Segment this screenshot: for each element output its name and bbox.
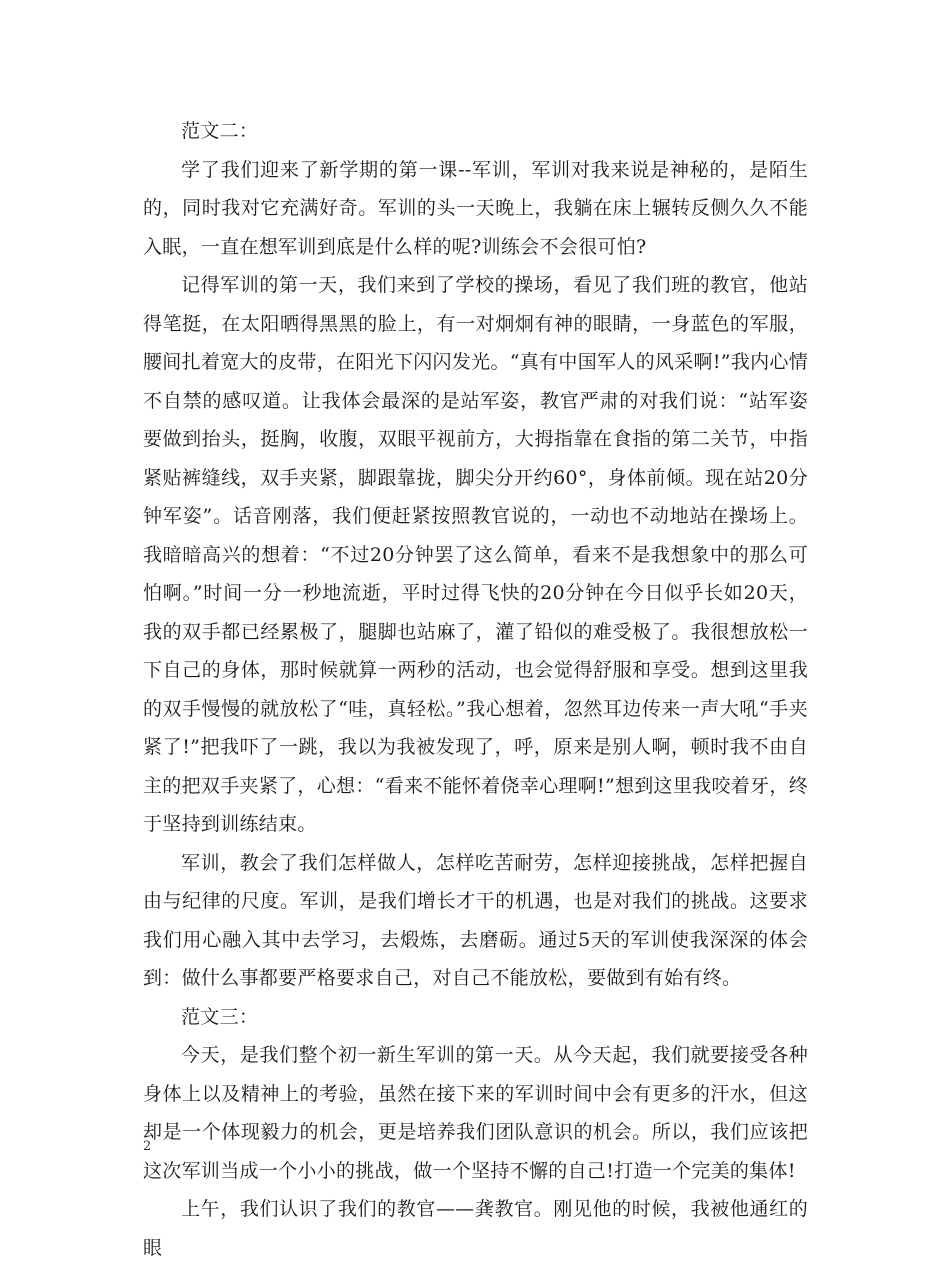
paragraph: 上午，我们认识了我们的教官——龚教官。刚见他的时候，我被他通红的眼 (143, 1198, 808, 1259)
paragraph: 军训，教会了我们怎样做人，怎样吃苦耐劳，怎样迎接挑战，怎样把握自由与纪律的尺度。军训，是我们增长才干的机遇，也是对我们的挑战。这要求我们用心融入其中去学习，去煅炼，去磨砺。通过5天的军训使我深深的体会到：做什么事都要严格要求自己，对自己不能放松，要做到有始有终。 (143, 851, 808, 989)
section-heading-fanwen-2: 范文二： (181, 120, 259, 142)
paragraph: 今天，是我们整个初一新生军训的第一天。从今天起，我们就要接受各种身体上以及精神上的考验，虽然在接下来的军训时间中会有更多的汗水，但这却是一个体现毅力的机会，更是培养我们团队意识的机会。所以，我们应该把这次军训当成一个小小的挑战，做一个坚持不懈的自己!打造一个完美的集体! (143, 1044, 808, 1182)
page-number: 2 (143, 1139, 152, 1154)
document-body (143, 112, 808, 1267)
paragraph: 记得军训的第一天，我们来到了学校的操场，看见了我们班的教官，他站得笔挺，在太阳晒得黑黑的脸上，有一对炯炯有神的眼睛，一身蓝色的军服，腰间扎着宽大的皮带，在阳光下闪闪发光。“真有中国军人的风采啊!”我内心情不自禁的感叹道。让我体会最深的是站军姿，教官严肃的对我们说：“站军姿要做到抬头，挺胸，收腹，双眼平视前方，大拇指靠在食指的第二关节，中指紧贴裤缝线，双手夹紧，脚跟靠拢，脚尖分开约60°，身体前倾。现在站20分钟军姿”。话音刚落，我们便赶紧按照教官说的，一动也不动地站在操场上。我暗暗高兴的想着：“不过20分钟罢了这么简单，看来不是我想象中的那么可怕啊。”时间一分一秒地流逝，平时过得飞快的20分钟在今日似乎长如20天，我的双手都已经累极了，腿脚也站麻了，灌了铅似的难受极了。我很想放松一下自己的身体，那时候就算一两秒的活动，也会觉得舒服和享受。想到这里我的双手慢慢的就放松了“哇，真轻松。”我心想着，忽然耳边传来一声大吼“手夹紧了!”把我吓了一跳，我以为我被发现了，呼，原来是别人啊，顿时我不由自主的把双手夹紧了，心想：“看来不能怀着侥幸心理啊!”想到这里我咬着牙，终于坚持到训练结束。 (143, 274, 808, 835)
section-heading-fanwen-3: 范文三： (181, 1005, 259, 1028)
paragraph: 学了我们迎来了新学期的第一课--军训，军训对我来说是神秘的，是陌生的，同时我对它充满好奇。军训的头一天晚上，我躺在床上辗转反侧久久不能入眠，一直在想军训到底是什么样的呢?训练会不会很可怕? (143, 158, 808, 258)
